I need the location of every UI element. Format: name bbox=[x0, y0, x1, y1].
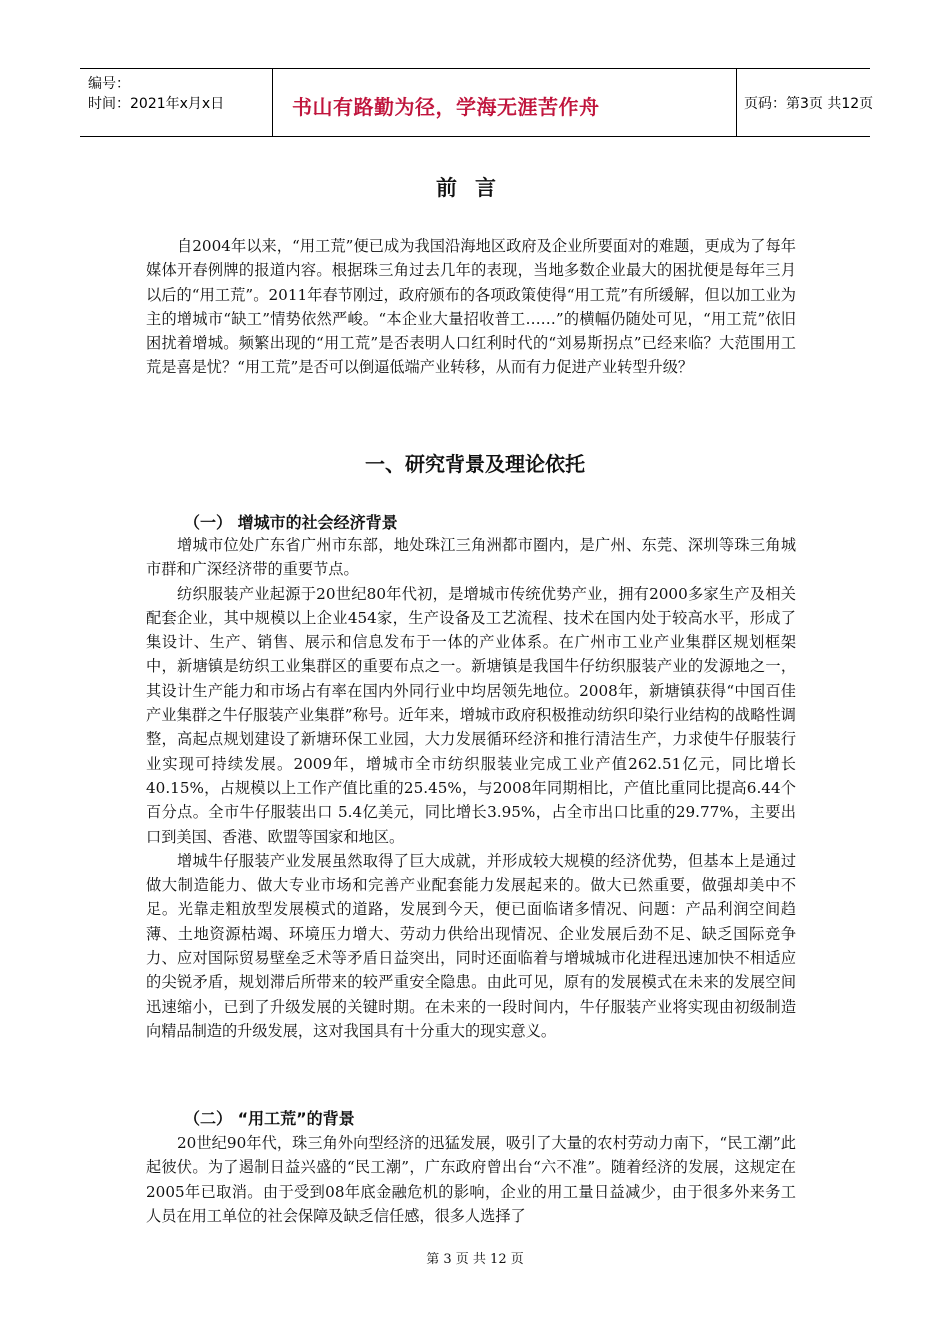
motto-text: 书山有路勤为径，学海无涯苦作舟 bbox=[292, 95, 600, 119]
serial-label: 编号： bbox=[88, 76, 130, 92]
paragraph-challenges: 增城牛仔服装产业发展虽然取得了巨大成就，并形成较大规模的经济优势，但基本上是通过做大制造能力、做大专业市场和完善产业配套能力发展起来的。做大已然重要，做强却美中不足。光靠走粗放型发展模式的道路，发展到今天，便已面临诸多情况、问题：产品利润空间趋薄、土地资源枯竭、环境压力增大、劳动力供给出现情况、企业发展后劲不足、缺乏国际竞争力、应对国际贸易壁垒乏术等矛盾日益突出，同时还面临着与增城城市化进程迅速加快不相适应的尖锐矛盾，规划滞后所带来的较严重安全隐患。由此可见，原有的发展模式在未来的发展空间迅速缩小，已到了升级发展的关键时期。在未来的一段时间内，牛仔服装产业将实现由初级制造向精品制造的升级发展，这对我国具有十分重大的现实意义。 bbox=[146, 851, 796, 1040]
paragraph-location: 增城市位处广东省广州市东部，地处珠江三角洲都市圈内，是广州、东莞、深圳等珠三角城市群和广深经济带的重要节点。 bbox=[146, 536, 796, 579]
paragraph-labor-background: 20世纪90年代，珠三角外向型经济的迅猛发展，吸引了大量的农村劳动力南下，“民工潮”此起彼伏。为了遏制日益兴盛的“民工潮”，广东政府曾出台“六不准”。随着经济的发展，这规定在2005年已取消。由于受到08年底金融危机的影响，企业的用工量日益减少，由于很多外来务工人员在用工单位的社会保障及缺乏信任感，很多人选择了 bbox=[146, 1134, 796, 1225]
subsection-title-1: （一） 增城市的社会经济背景 bbox=[184, 513, 398, 532]
intro-paragraph bbox=[146, 234, 796, 380]
page-footer: 第 3 页 共 12 页 bbox=[426, 1252, 524, 1267]
date-line: 时间：2021年x月x日 bbox=[88, 96, 225, 112]
header-left-cell bbox=[80, 69, 273, 136]
section-title: 一、研究背景及理论依托 bbox=[365, 452, 585, 476]
subsection-title-2: （二） “用工荒”的背景 bbox=[184, 1109, 355, 1128]
subsection-1-body bbox=[146, 533, 796, 1043]
header-table bbox=[80, 68, 874, 137]
header-motto-cell bbox=[272, 69, 737, 136]
subsection-2-body bbox=[146, 1131, 796, 1228]
page-title: 前言 bbox=[436, 176, 514, 200]
page-info: 页码：第3页 共12页 bbox=[744, 96, 874, 112]
intro-text: 自2004年以来，“用工荒”便已成为我国沿海地区政府及企业所要面对的难题，更成为了每年媒体开春例牌的报道内容。根据珠三角过去几年的表现，当地多数企业最大的困扰便是每年三月以后的“用工荒”。2011年春节刚过，政府颁布的各项政策使得“用工荒”有所缓解，但以加工业为主的增城市“缺工”情势依然严峻。“本企业大量招收普工……”的横幅仍随处可见，“用工荒”依旧困扰着增城。频繁出现的“用工荒”是否表明人口红利时代的“刘易斯拐点”已经来临？大范围用工荒是喜是忧？“用工荒”是否可以倒逼低端产业转移，从而有力促进产业转型升级？ bbox=[146, 237, 796, 377]
paragraph-industry: 纺织服装产业起源于20世纪80年代初，是增城市传统优势产业，拥有2000多家生产及相关配套企业，其中规模以上企业454家，生产设备及工艺流程、技术在国内处于较高水平，形成了集设计、生产、销售、展示和信息发布于一体的产业体系。在广州市工业产业集群区规划框架中，新塘镇是纺织工业集群区的重要布点之一。新塘镇是我国牛仔纺织服装产业的发源地之一，其设计生产能力和市场占有率在国内外同行业中均居领先地位。2008年，新塘镇获得“中国百佳产业集群之牛仔服装产业集群”称号。近年来，增城市政府积极推动纺织印染行业结构的战略性调整，高起点规划建设了新塘环保工业园，大力发展循环经济和推行清洁生产，力求使牛仔服装行业实现可持续发展。2009年，增城市全市纺织服装业完成工业产值262.51亿元，同比增长40.15%，占规模以上工作产值比重的25.45%，与2008年同期相比，产值比重同比提高6.44个百分点。全市牛仔服装出口 5.4亿美元，同比增长3.95%，占全市出口比重的29.77%，主要出口到美国、香港、欧盟等国家和地区。 bbox=[146, 584, 796, 846]
header-page-cell bbox=[736, 69, 874, 136]
